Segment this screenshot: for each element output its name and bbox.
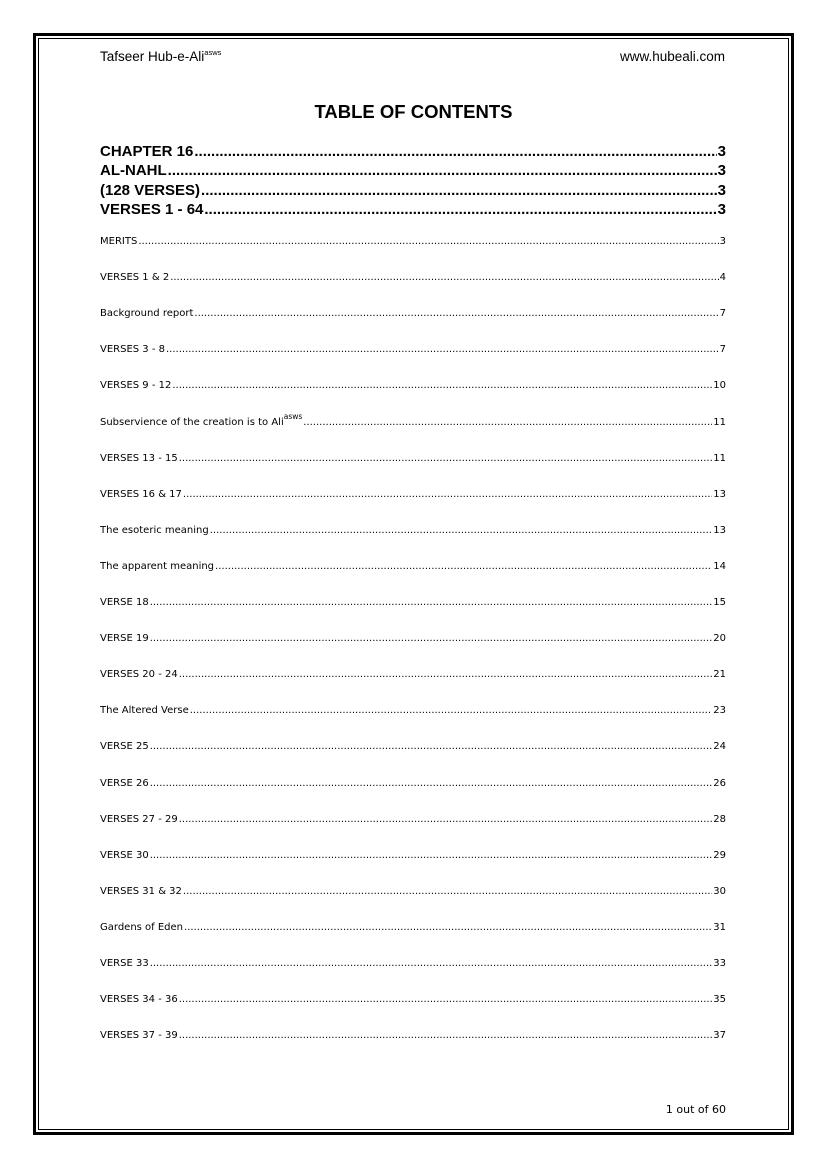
toc-entry-label-text: VERSES 20 - 24	[100, 669, 178, 681]
toc-entry-label	[100, 411, 303, 429]
toc-major-entry-page-number: 3	[717, 181, 726, 199]
toc-entry-page-number: 11	[713, 452, 726, 464]
toc-entry-row[interactable]	[100, 921, 726, 934]
toc-entry-label	[100, 668, 178, 681]
toc-entry-row[interactable]	[100, 885, 726, 898]
dot-leader	[150, 632, 713, 645]
toc-entry-label	[100, 307, 193, 320]
dot-leader	[170, 271, 718, 284]
toc-entry-label	[100, 452, 178, 465]
toc-entry-label-text: The apparent meaning	[100, 560, 215, 572]
toc-major-entry-row[interactable]	[100, 181, 726, 200]
toc-entry-label-text: The esoteric meaning	[100, 524, 209, 536]
toc-major-entry-label-text: AL-NAHL	[100, 162, 167, 180]
toc-entry-label	[100, 704, 189, 717]
dot-leader	[303, 416, 712, 429]
toc-entry-label	[100, 235, 137, 248]
dot-leader	[150, 777, 713, 790]
toc-major-entry-row[interactable]	[100, 142, 726, 161]
dot-leader	[168, 161, 717, 180]
toc-entry-page-number: 37	[713, 1030, 726, 1042]
toc-entry-label	[100, 524, 209, 537]
toc-entry-row[interactable]	[100, 235, 726, 248]
toc-entry-label	[100, 596, 149, 609]
toc-entry-page-number: 13	[713, 524, 726, 536]
toc-entry-page-number: 20	[713, 633, 726, 645]
toc-entry-label-text: Gardens of Eden	[100, 921, 184, 933]
dot-leader	[201, 181, 717, 200]
toc-entry-label-text: VERSE 25	[100, 741, 149, 753]
toc-entry-row[interactable]	[100, 452, 726, 465]
toc-entry-page-number: 7	[719, 308, 726, 320]
header-book-title-text: Tafseer Hub-e-Ali	[100, 49, 205, 64]
toc-entry-label	[100, 885, 182, 898]
toc-entry-label	[100, 488, 182, 501]
toc-entry-row[interactable]	[100, 307, 726, 320]
toc-entry-label	[100, 777, 149, 790]
toc-entry-label-text: VERSES 9 - 12	[100, 380, 172, 392]
toc-entry-page-number: 3	[719, 236, 726, 247]
toc-entry-label-text: VERSE 30	[100, 849, 149, 861]
toc-major-entry-label	[100, 181, 200, 200]
toc-entry-label-text: The Altered Verse	[100, 705, 189, 717]
toc-entry-row[interactable]	[100, 271, 726, 284]
toc-entry-label-text: VERSES 13 - 15	[100, 452, 178, 464]
dot-leader	[172, 379, 712, 392]
toc-entry-label-text: Subservience of the creation is to Ali	[100, 416, 284, 428]
toc-entry-label	[100, 849, 149, 862]
toc-entry-page-number: 7	[719, 344, 726, 356]
dot-leader	[183, 488, 712, 501]
toc-entry-label	[100, 1029, 178, 1042]
toc-entry-label-superscript: asws	[283, 411, 303, 421]
toc-entry-label-text: VERSE 26	[100, 777, 149, 789]
toc-entry-label	[100, 813, 178, 826]
toc-entry-label-text: VERSES 1 & 2	[100, 272, 170, 284]
toc-entry-row[interactable]	[100, 704, 726, 717]
toc-entry-page-number: 4	[719, 272, 726, 284]
dot-leader	[210, 524, 713, 537]
dot-leader	[166, 343, 719, 356]
toc-entry-label	[100, 740, 149, 753]
toc-entry-page-number: 14	[713, 560, 726, 572]
dot-leader	[179, 1029, 713, 1042]
toc-entry-page-number: 28	[713, 813, 726, 825]
toc-entry-row[interactable]	[100, 596, 726, 609]
toc-entry-page-number: 29	[713, 849, 726, 861]
toc-entry-page-number: 35	[713, 994, 726, 1006]
dot-leader	[184, 921, 712, 934]
toc-entry-label-text: VERSE 19	[100, 633, 149, 645]
toc-entry-page-number: 30	[713, 885, 726, 897]
dot-leader	[183, 885, 712, 898]
toc-entry-label-text: Background report	[100, 308, 194, 320]
toc-major-entry-label-text: VERSES 1 - 64	[100, 200, 204, 218]
toc-major-entry-label-text: (128 VERSES)	[100, 181, 201, 199]
dot-leader	[179, 813, 713, 826]
dot-leader	[138, 235, 718, 248]
toc-entry-label-text: VERSES 31 & 32	[100, 885, 182, 897]
dot-leader	[215, 560, 712, 573]
toc-entry-row[interactable]	[100, 957, 726, 970]
dot-leader	[194, 142, 716, 161]
toc-entry-row[interactable]	[100, 777, 726, 790]
toc-entry-label	[100, 921, 183, 934]
toc-major-entry-page-number: 3	[717, 162, 726, 180]
toc-entry-page-number: 26	[713, 777, 726, 789]
toc-entry-row[interactable]	[100, 740, 726, 753]
toc-major-entry-row[interactable]	[100, 161, 726, 180]
toc-entry-row[interactable]	[100, 813, 726, 826]
toc-major-entry-page-number: 3	[717, 143, 726, 160]
toc-entry-page-number: 10	[713, 380, 726, 392]
toc-entry-row[interactable]	[100, 632, 726, 645]
toc-entry-label	[100, 343, 165, 356]
toc-entry-label-text: VERSES 37 - 39	[100, 1030, 178, 1042]
toc-entry-page-number: 23	[713, 705, 726, 717]
toc-entry-label	[100, 957, 149, 970]
toc-entry-page-number: 33	[713, 958, 726, 969]
dot-leader	[150, 849, 713, 862]
dot-leader	[194, 307, 718, 320]
toc-title: TABLE OF CONTENTS	[314, 101, 513, 122]
toc-entry-label-text: VERSE 33	[100, 958, 149, 969]
toc-entry-label-text: VERSES 34 - 36	[100, 994, 178, 1006]
toc-entry-page-number: 21	[713, 669, 726, 681]
header-website: www.hubeali.com	[619, 49, 725, 64]
toc-entry-row[interactable]	[100, 560, 726, 573]
toc-entry-row[interactable]	[100, 849, 726, 862]
toc-entry-row[interactable]	[100, 379, 726, 392]
dot-leader	[150, 957, 713, 970]
toc-major-entry-row[interactable]	[100, 200, 726, 219]
dot-leader	[190, 704, 713, 717]
dot-leader	[179, 452, 713, 465]
toc-entry-label-text: VERSES 16 & 17	[100, 488, 182, 500]
toc-entry-label-text: VERSE 18	[100, 597, 149, 608]
toc-entry-row[interactable]	[100, 343, 726, 356]
header-book-title-superscript: asws	[204, 48, 222, 57]
toc-entry-label	[100, 271, 169, 284]
toc-entry-label	[100, 632, 149, 645]
dot-leader	[179, 668, 713, 681]
toc-entry-label	[100, 560, 214, 573]
toc-entry-label-text: VERSES 27 - 29	[100, 813, 178, 825]
dot-leader	[150, 596, 713, 609]
page-indicator: 1 out of 60	[665, 1103, 726, 1116]
toc-entry-row[interactable]	[100, 524, 726, 537]
toc-entry-page-number: 13	[713, 488, 726, 500]
dot-leader	[204, 200, 716, 219]
toc-entry-label-text: MERITS	[100, 236, 138, 247]
toc-entry-page-number: 31	[713, 921, 726, 933]
dot-leader	[150, 740, 713, 753]
toc-entry-label	[100, 379, 171, 392]
toc-entry-row[interactable]	[100, 1029, 726, 1042]
dot-leader	[179, 993, 713, 1006]
toc-entry-row[interactable]	[100, 993, 726, 1006]
header-book-title	[100, 49, 221, 65]
toc-entry-page-number: 15	[713, 597, 726, 608]
toc-entry-row[interactable]	[100, 411, 726, 429]
toc-entry-row[interactable]	[100, 668, 726, 681]
toc-entry-label-text: VERSES 3 - 8	[100, 344, 165, 356]
toc-major-entry-label	[100, 200, 203, 219]
toc-entry-page-number: 11	[713, 416, 726, 428]
toc-major-entry-label	[100, 161, 167, 180]
toc-entry-label	[100, 993, 178, 1006]
toc-major-entry-label-text: CHAPTER 16	[100, 143, 194, 160]
toc-entry-row[interactable]	[100, 488, 726, 501]
toc-major-entry-page-number: 3	[717, 200, 726, 218]
toc-major-entry-label	[100, 142, 193, 161]
toc-entry-page-number: 24	[713, 741, 726, 753]
